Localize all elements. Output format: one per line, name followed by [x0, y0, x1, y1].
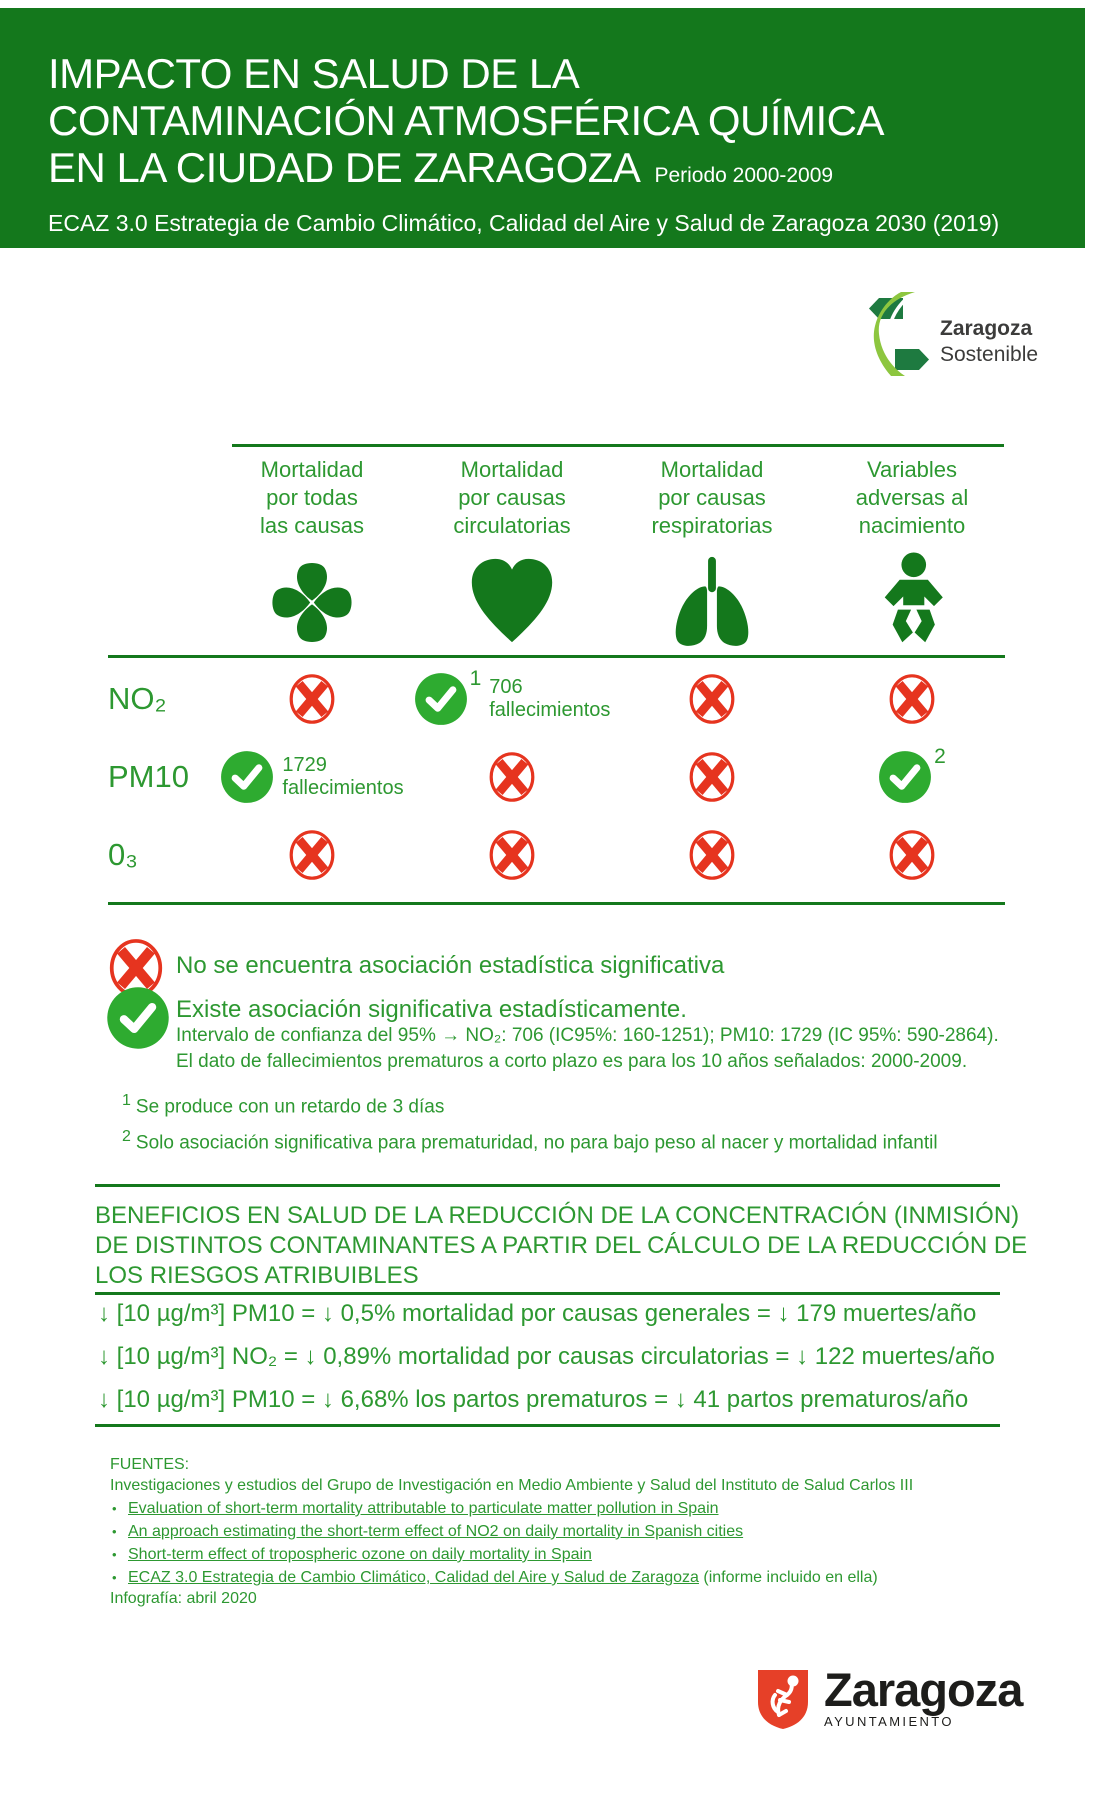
table-mid-rule [108, 655, 1005, 658]
footnote-2 [122, 1128, 938, 1154]
infographic-date: Infografía: abril 2020 [110, 1590, 257, 1607]
cell-pm10-birth [812, 745, 1012, 804]
cross-circle-icon [688, 673, 736, 725]
check-circle-icon [414, 672, 468, 726]
strategy-subtitle: ECAZ 3.0 Estrategia de Cambio Climático, Calidad del Aire y Salud de Zaragoza 2030 (2019) [48, 210, 1000, 236]
deaths-count: 706 [489, 676, 523, 698]
source-suffix: (informe incluido en ella) [698, 1569, 878, 1586]
deaths-count: 1729 [282, 754, 327, 776]
check-circle-icon [878, 750, 932, 804]
col-3-line-3: respiratorias [651, 513, 773, 538]
sostenible-z-icon [869, 292, 929, 376]
benefits-heading-line-3: LOS RIESGOS ATRIBUIBLES [95, 1262, 419, 1289]
source-link-ozone-mortality[interactable]: Short-term effect of tropospheric ozone on daily mortality in Spain [128, 1546, 592, 1563]
significant-result [220, 750, 403, 804]
cell-o3-circulatory [412, 829, 612, 881]
confidence-interval-detail: Intervalo de confianza del 95% → NO₂: 706 (IC95%: 160-1251); PM10: 1729 (IC 95%: 590-2864). [176, 1025, 999, 1046]
table-column-icons [212, 545, 1012, 650]
title-line-3 [48, 144, 884, 199]
cell-no2-birth [812, 673, 1012, 725]
benefits-heading-line-1: BENEFICIOS EN SALUD DE LA REDUCCIÓN DE LA CONCENTRACIÓN (INMISIÓN) [95, 1202, 1020, 1229]
footnote-2-text: Solo asociación significativa para prematuridad, no para bajo peso al nacer y mortalidad infantil [135, 1132, 938, 1154]
col-3-line-1: Mortalidad [660, 457, 764, 482]
cross-circle-icon [888, 829, 936, 881]
deaths-note [489, 676, 610, 722]
benefit-item-no2-circulatory: ↓ [10 µg/m³] NO₂ = ↓ 0,89% mortalidad por causas circulatorias = ↓ 122 muertes/año [98, 1343, 995, 1370]
table-top-rule [232, 444, 1004, 447]
source-link-particulate-matter[interactable]: Evaluation of short-term mortality attributable to particulate matter pollution in Spain [128, 1500, 719, 1517]
column-header-birth [812, 456, 1012, 540]
table-row-no2 [108, 660, 1012, 738]
check-circle-icon [220, 750, 274, 804]
row-label-o3: 0₃ [108, 837, 138, 872]
clover-icon [266, 555, 358, 650]
cross-circle-icon [488, 829, 536, 881]
cross-circle-icon [288, 673, 336, 725]
source-item [110, 1499, 970, 1518]
benefits-heading [95, 1201, 1027, 1291]
lungs-icon [663, 554, 761, 650]
sostenible-wordmark [940, 316, 1038, 376]
sostenible-name: Zaragoza [940, 317, 1033, 340]
col-1-line-3: las causas [260, 513, 364, 538]
footnote-2-marker: 2 [122, 1128, 131, 1145]
column-header-respiratory [612, 456, 812, 540]
legend-yes-association-title: Existe asociación significativa estadísticamente. [176, 996, 687, 1023]
col-4-line-1: Variables [866, 457, 958, 482]
cross-circle-icon [288, 829, 336, 881]
ayuntamiento-org: AYUNTAMIENTO [824, 1714, 954, 1729]
sostenible-tagline: Sostenible [940, 343, 1039, 366]
column-header-all-causes [212, 456, 412, 540]
footnote-marker: 2 [934, 745, 946, 768]
footnote-marker: 1 [469, 667, 482, 690]
title-line-1: IMPACTO EN SALUD DE LA [48, 50, 580, 97]
col-1-line-2: por todas [266, 485, 358, 510]
benefits-heading-line-2: DE DISTINTOS CONTAMINANTES A PARTIR DEL CÁLCULO DE LA REDUCCIÓN DE [95, 1232, 1028, 1259]
footnote-1 [122, 1092, 444, 1118]
column-header-circulatory [412, 456, 612, 540]
table-column-headers [212, 456, 1012, 540]
header-banner [0, 8, 1085, 248]
check-circle-icon [106, 986, 170, 1050]
cross-circle-icon [688, 751, 736, 803]
shield-lion-icon [756, 1668, 810, 1730]
deaths-unit: fallecimientos [282, 777, 404, 799]
ayuntamiento-wordmark [824, 1663, 1023, 1730]
baby-icon [868, 550, 956, 650]
source-link-ecaz[interactable]: ECAZ 3.0 Estrategia de Cambio Climático, Calidad del Aire y Salud de Zaragoza [128, 1569, 699, 1586]
col-2-line-3: circulatorias [453, 513, 571, 538]
cell-pm10-all-causes [212, 750, 412, 804]
sources-label: FUENTES: [110, 1456, 190, 1473]
legend-no-association-text: No se encuentra asociación estadística significativa [176, 952, 725, 979]
heart-icon [462, 552, 562, 650]
row-label-no2: NO₂ [108, 681, 167, 716]
cell-pm10-respiratory [612, 751, 812, 803]
legend-yes-association [106, 986, 170, 1055]
zaragoza-ayuntamiento-logo [756, 1663, 1023, 1730]
period-detail: El dato de fallecimientos prematuros a corto plazo es para los 10 años señalados: 2000-2009. [176, 1051, 968, 1072]
benefits-top-rule [95, 1184, 1000, 1187]
cell-no2-respiratory [612, 673, 812, 725]
cross-circle-icon [888, 673, 936, 725]
col-3-line-2: por causas [658, 485, 766, 510]
footnote-1-marker: 1 [122, 1092, 131, 1109]
source-item [110, 1545, 970, 1564]
col-4-line-2: adversas al [855, 485, 969, 510]
sources-section [110, 1455, 970, 1587]
col-2-line-1: Mortalidad [460, 457, 564, 482]
significant-result [878, 745, 946, 804]
zaragoza-sostenible-logo [869, 292, 1038, 376]
footnote-1-text: Se produce con un retardo de 3 días [135, 1096, 445, 1118]
col-2-line-2: por causas [458, 485, 566, 510]
significant-result [414, 667, 611, 726]
period-label: Periodo 2000-2009 [654, 164, 834, 187]
sources-list [110, 1499, 970, 1587]
col-4-line-3: nacimiento [858, 513, 966, 538]
source-link-no2-mortality[interactable]: An approach estimating the short-term effect of NO2 on daily mortality in Spanish cities [128, 1523, 744, 1540]
cell-no2-circulatory [412, 667, 612, 726]
table-bottom-rule [108, 902, 1005, 905]
source-item [110, 1568, 970, 1587]
cell-no2-all-causes [212, 673, 412, 725]
benefit-item-pm10-general: ↓ [10 µg/m³] PM10 = ↓ 0,5% mortalidad por causas generales = ↓ 179 muertes/año [98, 1300, 977, 1327]
source-item [110, 1522, 970, 1541]
title-line-3-text: EN LA CIUDAD DE ZARAGOZA [48, 144, 641, 191]
sources-intro: Investigaciones y estudios del Grupo de Investigación en Medio Ambiente y Salud del Instituto de Salud Carlos III [110, 1477, 914, 1494]
deaths-unit: fallecimientos [489, 699, 611, 721]
title-line-2: CONTAMINACIÓN ATMOSFÉRICA QUÍMICA [48, 97, 884, 144]
ayuntamiento-city: Zaragoza [824, 1663, 1023, 1716]
benefits-mid-rule [95, 1292, 1000, 1295]
row-label-pm10: PM10 [108, 759, 189, 794]
table-row-pm10 [108, 738, 1012, 816]
cross-circle-icon [488, 751, 536, 803]
deaths-note [282, 754, 403, 800]
cell-o3-respiratory [612, 829, 812, 881]
cell-pm10-circulatory [412, 751, 612, 803]
cell-o3-birth [812, 829, 1012, 881]
benefit-item-pm10-preterm: ↓ [10 µg/m³] PM10 = ↓ 6,68% los partos prematuros = ↓ 41 partos prematuros/año [98, 1386, 969, 1413]
benefits-bottom-rule [95, 1424, 1000, 1427]
table-row-o3 [108, 816, 1012, 894]
cross-circle-icon [688, 829, 736, 881]
col-1-line-1: Mortalidad [260, 457, 364, 482]
page-title [48, 50, 884, 199]
cell-o3-all-causes [212, 829, 412, 881]
